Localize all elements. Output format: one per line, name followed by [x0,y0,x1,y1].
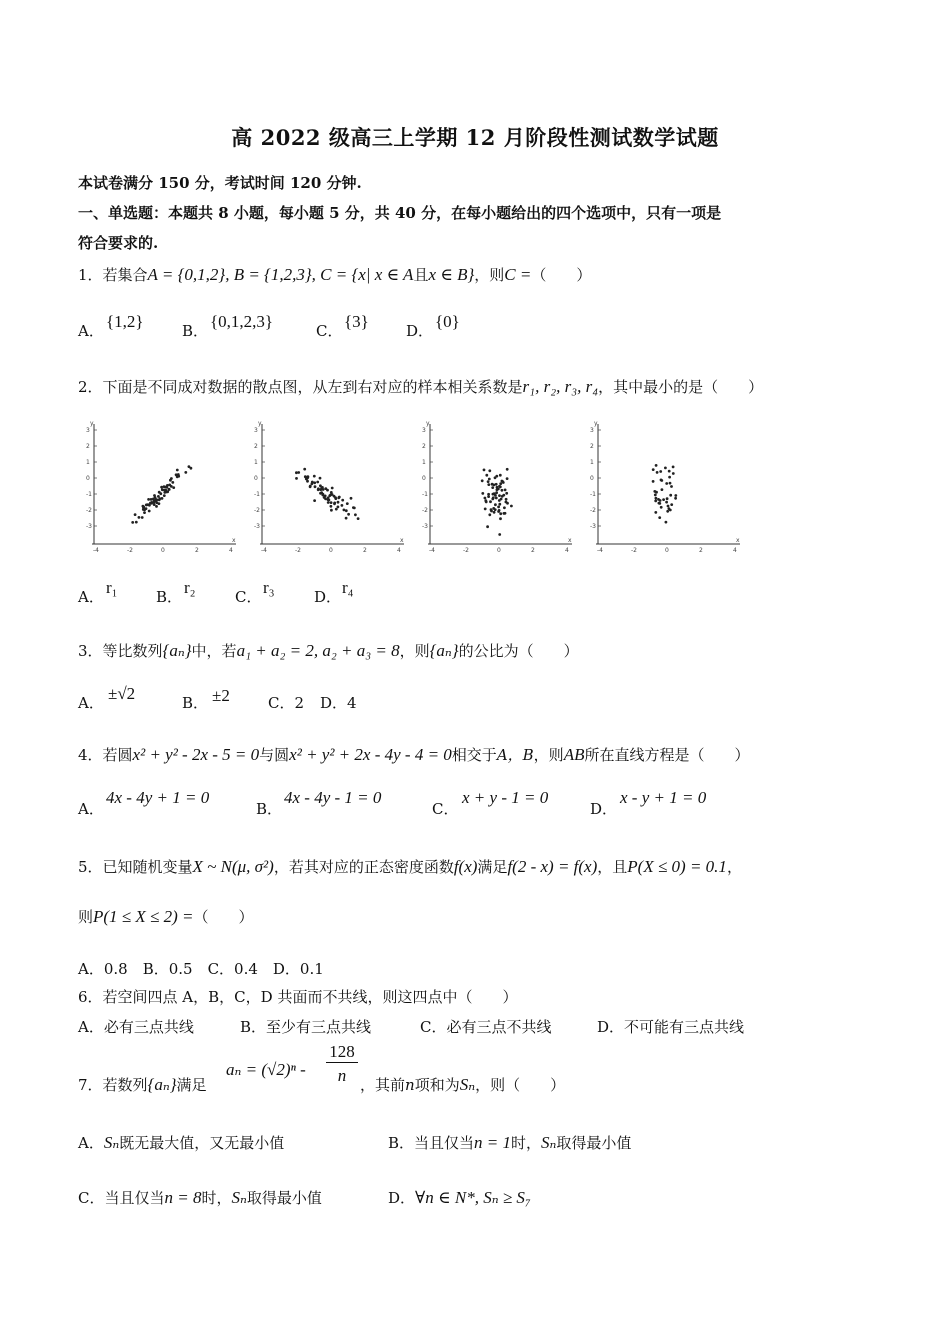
scatter-point [495,483,498,486]
scatter-point [506,477,509,480]
question-5-line2: 则P(1 ≤ X ≤ 2) =（ ） [78,907,254,926]
y-axis-label: y [426,420,430,427]
scatter-point [142,505,145,508]
scatter-point [341,504,344,507]
scatter-point [337,496,340,499]
scatter-point [494,494,497,497]
q2-option-c: C． [235,588,262,606]
scatter-point [165,491,168,494]
x-tick-label: 4 [229,547,233,552]
scatter-point [487,483,490,486]
scatter-point [357,517,360,520]
scatter-point [138,516,141,519]
scatter-point [494,503,497,506]
q3-option-a-value: ±√2 [108,684,136,703]
x-tick-label: -4 [261,547,267,552]
scatter-point [499,512,502,515]
scatter-point [490,510,493,513]
x-tick-label: -2 [127,547,133,552]
x-axis-label: x [232,537,236,544]
section-heading-line1: 一、单选题：本题共 8 小题，每小题 5 分，共 40 分，在每小题给出的四个选项中，只有一项是 [78,204,722,222]
q6-option-b: B．至少有三点共线 [240,1018,372,1036]
scatter-point [659,470,662,473]
scatter-point [324,497,327,500]
scatter-point [510,505,513,508]
scatter-point [495,491,498,494]
q6-option-a: A．必有三点共线 [78,1018,194,1036]
scatter-point [497,488,500,491]
scatter-point [481,479,484,482]
y-tick-label: -2 [590,507,596,514]
q3-option-b-value: ±2 [212,686,230,705]
scatter-point [652,480,655,483]
q7-frac-den: n [337,1066,347,1085]
scatter-point [350,497,353,500]
y-axis-label: y [594,420,598,427]
scatter-point [488,469,491,472]
q6-option-d: D．不可能有三点共线 [597,1018,745,1036]
q2-option-b-value: r₂ [184,578,196,597]
scatter-point [307,475,310,478]
scatter-point [656,471,659,474]
q4-option-a: A． [78,800,104,818]
scatter-point [149,502,152,505]
q4-option-a-value: 4x - 4y + 1 = 0 [106,788,210,807]
y-tick-label: 0 [590,475,594,482]
scatter-point [141,516,144,519]
scatter-point [168,488,171,491]
y-tick-label: 3 [86,427,90,434]
q4-option-c: C． [432,800,459,818]
scatter-point [333,502,336,505]
scatter-point [145,507,148,510]
scatter-point [305,478,308,481]
y-tick-label: 2 [590,443,594,450]
scatter-point [674,494,677,497]
x-axis-label: x [400,537,404,544]
scatter-point [155,499,158,502]
scatter-point [488,478,491,481]
scatter-point [486,525,489,528]
scatter-point [188,465,191,468]
scatter-point [313,475,316,478]
x-tick-label: 2 [195,547,199,552]
scatter-point [664,467,667,470]
scatter-point [176,469,179,472]
scatter-point [335,508,338,511]
y-tick-label: 1 [590,459,594,466]
scatter-point [505,498,508,501]
scatter-point [327,501,330,504]
scatter-point [492,493,495,496]
scatter-point [505,492,508,495]
scatter-point [660,479,663,482]
y-tick-label: -1 [422,491,428,498]
scatter-point [654,511,657,514]
x-tick-label: -2 [463,547,469,552]
scatter-point [152,498,155,501]
q2-option-b: B． [156,588,183,606]
y-tick-label: -3 [86,523,92,530]
scatter-point [346,502,349,505]
scatter-point [495,475,498,478]
x-tick-label: -4 [93,547,99,552]
q2-option-d-value: r₄ [342,578,354,597]
x-axis-label: x [736,537,740,544]
y-tick-label: 0 [422,475,426,482]
q1-option-d: D． [406,322,434,340]
scatter-point [184,471,187,474]
scatter-point [158,499,161,502]
q7-option-c: C．当且仅当n = 8时，Sₙ取得最小值 [78,1188,322,1207]
scatter-point [491,486,494,489]
scatter-point [135,521,138,524]
scatter-point [354,513,357,516]
q7-formula-left: aₙ = (√2)ⁿ - [226,1060,306,1079]
scatter-point [498,503,501,506]
scatter-point [506,502,509,505]
scatter-point [319,492,322,495]
y-tick-label: 3 [254,427,258,434]
y-tick-label: -3 [422,523,428,530]
scatter-point [498,533,501,536]
y-tick-label: -3 [254,523,260,530]
q4-option-d-value: x - y + 1 = 0 [620,788,707,807]
scatter-point [491,483,494,486]
y-tick-label: -2 [86,507,92,514]
q3-option-a: A． [78,694,104,712]
x-tick-label: 2 [699,547,703,552]
x-tick-label: 2 [531,547,535,552]
scatter-point [499,482,502,485]
q2-option-a: A． [78,588,104,606]
scatter-point [501,489,504,492]
q1-option-a-value: {1,2} [106,312,144,331]
scatter-point [665,482,668,485]
scatter-point [502,481,505,484]
scatter-point [662,498,665,501]
x-tick-label: -2 [631,547,637,552]
y-tick-label: -3 [590,523,596,530]
question-3: 3．等比数列{aₙ}中，若a₁ + a₂ = 2, a₂ + a₃ = 8，则{aₙ}的公比为（ ） [78,641,579,660]
x-tick-label: 4 [733,547,737,552]
section-heading-line2: 符合要求的. [78,234,159,252]
q6-option-c: C．必有三点不共线 [420,1018,552,1036]
scatter-point [171,481,174,484]
question-7-tail: ，其前n项和为Sₙ，则（ ） [360,1075,566,1094]
scatter-point [669,494,672,497]
q3-option-d: D．4 [320,694,357,712]
y-tick-label: 1 [422,459,426,466]
y-tick-label: 3 [422,427,426,434]
scatter-point [311,481,314,484]
scatter-point [148,510,151,513]
scatter-point [324,487,327,490]
scatter-point [494,508,497,511]
scatter-point [672,472,675,475]
scatter-point [164,486,167,489]
scatter-point [658,516,661,519]
scatter-point [134,513,137,516]
scatter-point [322,488,325,491]
scatter-point [653,490,656,493]
q4-option-b: B． [256,800,283,818]
page-title: 高 2022 级高三上学期 12 月阶段性测试数学试题 [231,125,719,150]
scatter-point [669,509,672,512]
scatter-point [661,488,664,491]
x-tick-label: 0 [329,547,333,552]
x-tick-label: 4 [565,547,569,552]
scatter-point [168,484,171,487]
scatter-point [666,510,669,513]
scatter-point [503,506,506,509]
scatter-point [670,485,673,488]
scatter-point [145,504,148,507]
scatter-point [668,470,671,473]
scatter-point [654,494,657,497]
scatter-point [484,497,487,500]
scatter-point [343,509,346,512]
scatter-point [334,496,337,499]
scatter-point [347,513,350,516]
q5-options: A．0.8 B．0.5 C．0.4 D．0.1 [78,960,324,978]
y-tick-label: -2 [254,507,260,514]
y-tick-label: 1 [86,459,90,466]
scatter-point [499,486,502,489]
scatter-point [484,508,487,511]
y-tick-label: -1 [86,491,92,498]
scatter-point [665,501,668,504]
scatter-point [143,511,146,514]
scatter-point [487,480,490,483]
x-tick-label: 0 [497,547,501,552]
scatter-point [485,474,488,477]
scatter-point [503,512,506,515]
scatter-point [163,494,166,497]
scatter-point [668,476,671,479]
scatter-point [498,494,501,497]
scatter-point [488,513,491,516]
scatter-point [652,468,655,471]
y-tick-label: 2 [86,443,90,450]
scatter-point [667,505,670,508]
scatter-point [142,508,145,511]
scatter-point [353,507,356,510]
scatter-point [297,471,300,474]
scatter-point [331,493,334,496]
question-5: 5．已知随机变量X ~ N(μ, σ²)，若其对应的正态密度函数f(x)满足f(2 - x) = f(x)，且P(X ≤ 0) = 0.1， [78,857,742,876]
q7-option-a: A．Sₙ既无最大值，又无最小值 [78,1133,285,1152]
scatter-point [495,497,498,500]
scatter-point [303,468,306,471]
x-tick-label: 0 [665,547,669,552]
q1-option-d-value: {0} [435,312,460,331]
y-axis-label: y [258,420,262,427]
y-tick-label: 2 [254,443,258,450]
scatter-point [337,501,340,504]
scatter-point [319,477,322,480]
scatter-panel-2 [254,420,404,552]
question-1: 1．若集合A = {0,1,2}, B = {1,2,3}, C = {x| x ∈ A且x ∈ B}，则C =（ ） [78,265,592,284]
x-tick-label: -2 [295,547,301,552]
x-tick-label: -4 [429,547,435,552]
scatter-point [147,498,150,501]
scatter-point [172,486,175,489]
q1-option-a: A． [78,322,104,340]
scatter-point [176,475,179,478]
scatter-point [328,499,331,502]
scatter-point [670,503,673,506]
q4-option-c-value: x + y - 1 = 0 [462,788,549,807]
scatter-point [158,491,161,494]
question-7: 7．若数列{aₙ}满足 [78,1075,207,1094]
y-tick-label: -2 [422,507,428,514]
scatter-panel-1 [86,420,236,552]
x-tick-label: -4 [597,547,603,552]
scatter-point [485,501,488,504]
scatter-point [669,482,672,485]
scatter-point [655,464,658,467]
scatter-point [497,506,500,509]
scatter-point [500,498,503,501]
scatter-point [658,502,661,505]
scatter-point [499,517,502,520]
y-axis-label: y [90,420,94,427]
scatter-point [317,487,320,490]
scatter-point [319,484,322,487]
scatter-point [487,493,490,496]
scatter-point [160,486,163,489]
scatter-point [309,485,312,488]
scatter-point [489,500,492,503]
scatter-point [655,497,658,500]
scatter-point [674,497,677,500]
scatter-point [666,497,669,500]
scatter-point [481,492,484,495]
y-tick-label: 1 [254,459,258,466]
scatter-point [131,521,134,524]
scatter-point [153,501,156,504]
q7-option-d: D．∀n ∈ N*, Sₙ ≥ S₇ [388,1188,531,1207]
q7-frac-num: 128 [326,1042,358,1063]
q1-option-c-value: {3} [344,312,369,331]
scatter-panel-3 [422,420,572,552]
q3-option-c: C．2 [268,694,305,712]
question-4: 4．若圆x² + y² - 2x - 5 = 0与圆x² + y² + 2x - 4y - 4 = 0相交于A，B，则AB所在直线方程是（ ） [78,745,750,764]
scatter-point [313,481,316,484]
scatter-point [506,468,509,471]
scatter-point [330,505,333,508]
scatter-point [492,496,495,499]
scatter-panel-4 [590,420,740,552]
scatter-point [499,474,502,477]
scatter-point [331,487,334,490]
q7-option-b: B．当且仅当n = 1时，Sₙ取得最小值 [388,1133,632,1152]
scatter-plots [84,418,754,552]
scatter-point [330,509,333,512]
x-tick-label: 0 [161,547,165,552]
question-6: 6．若空间四点 A，B，C，D 共面而不共线，则这四点中（ ） [78,988,518,1006]
scatter-point [161,497,164,500]
y-tick-label: -1 [590,491,596,498]
scatter-point [153,494,156,497]
scatter-point [345,509,348,512]
scatter-point [341,499,344,502]
q4-option-b-value: 4x - 4y - 1 = 0 [284,788,382,807]
scatter-point [502,494,505,497]
scatter-point [483,469,486,472]
scatter-point [330,501,333,504]
scatter-point [169,479,172,482]
q2-option-d: D． [314,588,342,606]
x-axis-label: x [568,537,572,544]
scatter-point [314,485,317,488]
scatter-point [504,489,507,492]
q4-option-d: D． [590,800,618,818]
q2-option-a-value: r₁ [106,578,118,597]
y-tick-label: -1 [254,491,260,498]
y-tick-label: 0 [86,475,90,482]
exam-intro: 本试卷满分 150 分，考试时间 120 分钟. [78,174,362,192]
question-2: 2．下面是不同成对数据的散点图，从左到右对应的样本相关系数是r₁, r₂, r₃, r₄，其中最小的是（ ） [78,377,764,396]
q2-option-c-value: r₃ [263,578,275,597]
scatter-point [150,498,153,501]
x-tick-label: 4 [397,547,401,552]
q3-option-b: B． [182,694,209,712]
scatter-point [654,500,657,503]
scatter-point [157,495,160,498]
scatter-point [313,499,316,502]
y-tick-label: 2 [422,443,426,450]
q1-option-c: C． [316,322,343,340]
y-tick-label: 0 [254,475,258,482]
scatter-point [665,521,668,524]
scatter-point [657,498,660,501]
scatter-point [345,517,348,520]
q1-option-b: B． [182,322,209,340]
scatter-point [498,509,501,512]
scatter-point [161,488,164,491]
y-tick-label: 3 [590,427,594,434]
q1-option-b-value: {0,1,2,3} [210,312,274,331]
scatter-point [155,501,158,504]
scatter-point [295,477,298,480]
x-tick-label: 2 [363,547,367,552]
scatter-point [155,505,158,508]
scatter-point [660,506,663,509]
scatter-point [672,466,675,469]
scatter-point [316,481,319,484]
scatter-point [493,511,496,514]
scatter-point [322,493,325,496]
